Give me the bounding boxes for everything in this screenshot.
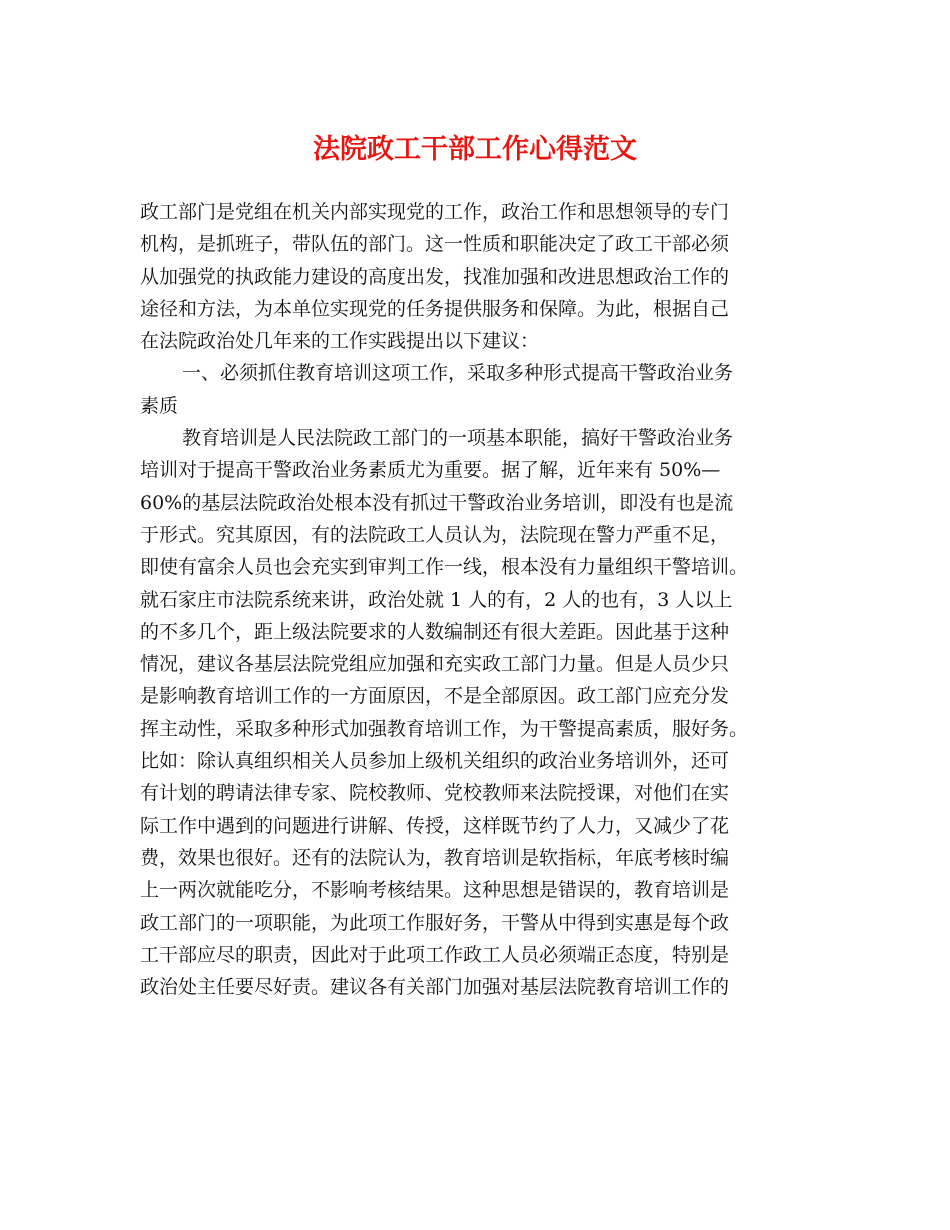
document-body <box>140 196 830 1003</box>
body-text-line: 比如：除认真组织相关人员参加上级机关组织的政治业务培训外，还可 <box>140 750 730 773</box>
body-text-line: 是影响教育培训工作的一方面原因，不是全部原因。政工部门应充分发 <box>140 685 730 708</box>
body-text-line: 际工作中遇到的问题进行讲解、传授，这样既节约了人力，又减少了花 <box>140 814 730 837</box>
body-text-line: 培训对于提高干警政治业务素质尤为重要。据了解，近年来有 50%— <box>140 459 721 482</box>
body-text-line: 在法院政治处几年来的工作实践提出以下建议： <box>140 330 540 353</box>
body-text-line: 就石家庄市法院系统来讲，政治处就 1 人的有，2 人的也有，3 人以上 <box>140 588 733 611</box>
body-text-line: 即使有富余人员也会充实到审判工作一线，根本没有力量组织干警培训。 <box>140 556 749 579</box>
body-text-line: 于形式。究其原因，有的法院政工人员认为，法院现在警力严重不足， <box>140 523 730 546</box>
body-text-line: 情况，建议各基层法院党组应加强和充实政工部门力量。但是人员少只 <box>140 653 730 676</box>
body-text-line: 政工部门的一项职能，为此项工作服好务，干警从中得到实惠是每个政 <box>140 911 730 934</box>
body-text-line: 素质 <box>140 394 179 417</box>
body-text-line: 有计划的聘请法律专家、院校教师、党校教师来法院授课，对他们在实 <box>140 782 730 805</box>
body-text-line: 挥主动性，采取多种形式加强教育培训工作，为干警提高素质，服好务。 <box>140 717 749 740</box>
body-text-line: 上一两次就能吃分，不影响考核结果。这种思想是错误的，教育培训是 <box>140 879 730 902</box>
body-text-line: 一、必须抓住教育培训这项工作，采取多种形式提高干警政治业务 <box>182 362 734 385</box>
body-text-line: 教育培训是人民法院政工部门的一项基本职能，搞好干警政治业务 <box>182 427 734 450</box>
body-text-line: 途径和方法，为本单位实现党的任务提供服务和保障。为此，根据自己 <box>140 297 730 320</box>
body-text-line: 机构，是抓班子，带队伍的部门。这一性质和职能决定了政工干部必须 <box>140 233 730 256</box>
body-text-line: 的不多几个，距上级法院要求的人数编制还有很大差距。因此基于这种 <box>140 620 730 643</box>
body-text-line: 工干部应尽的职责，因此对于此项工作政工人员必须端正态度，特别是 <box>140 943 730 966</box>
body-text-line: 费，效果也很好。还有的法院认为，教育培训是软指标，年底考核时编 <box>140 846 730 869</box>
body-text-line: 60%的基层法院政治处根本没有抓过干警政治业务培训，即没有也是流 <box>140 491 734 514</box>
body-text-line: 从加强党的执政能力建设的高度出发，找准加强和改进思想政治工作的 <box>140 265 730 288</box>
body-text-line: 政治处主任要尽好责。建议各有关部门加强对基层法院教育培训工作的 <box>140 976 730 999</box>
body-text-line: 政工部门是党组在机关内部实现党的工作，政治工作和思想领导的专门 <box>140 201 730 223</box>
document-title: 法院政工干部工作心得范文 <box>313 134 637 165</box>
